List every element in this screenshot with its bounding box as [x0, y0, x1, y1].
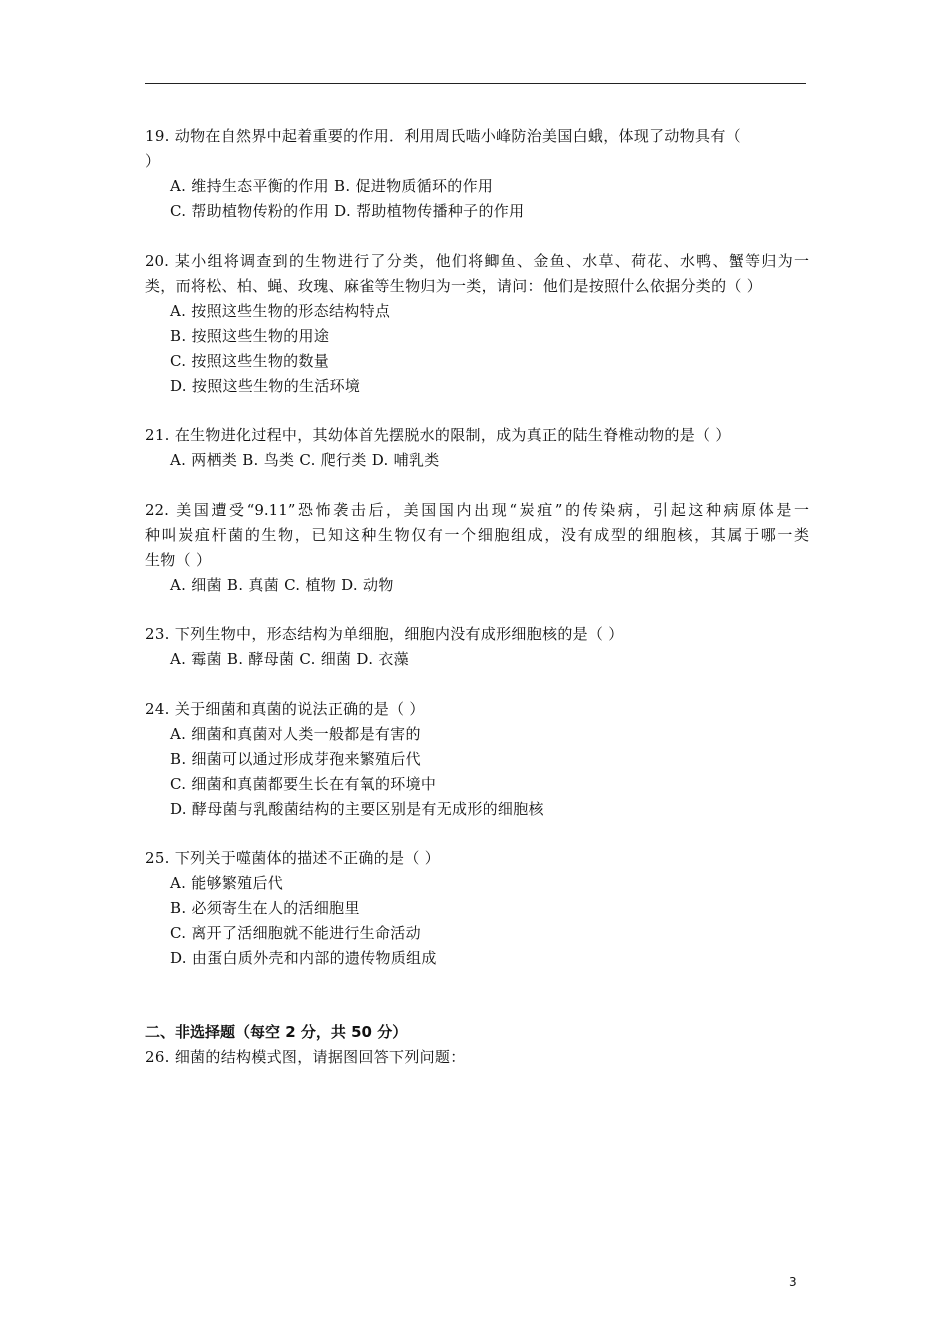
- question-22-options-row: A. 细菌 B. 真菌 C. 植物 D. 动物: [170, 576, 394, 594]
- question-24-option-a: A. 细菌和真菌对人类一般都是有害的: [170, 725, 421, 743]
- question-22-stem-line-3: 生物（ ）: [145, 551, 212, 569]
- question-19-options-row-2: C. 帮助植物传粉的作用 D. 帮助植物传播种子的作用: [170, 202, 525, 220]
- question-19-options-row-1: A. 维持生态平衡的作用 B. 促进物质循环的作用: [170, 177, 494, 195]
- section-2-title: 二、非选择题（每空 2 分，共 50 分）: [145, 1023, 408, 1041]
- question-21-options-row: A. 两栖类 B. 鸟类 C. 爬行类 D. 哺乳类: [170, 451, 440, 469]
- question-25-option-c: C. 离开了活细胞就不能进行生命活动: [170, 924, 421, 942]
- question-25-option-d: D. 由蛋白质外壳和内部的遗传物质组成: [170, 949, 437, 967]
- question-20-option-b: B. 按照这些生物的用途: [170, 327, 330, 345]
- question-25-option-b: B. 必须寄生在人的活细胞里: [170, 899, 360, 917]
- question-25-stem: 25. 下列关于噬菌体的描述不正确的是（ ）: [145, 849, 440, 867]
- header-rule: [145, 83, 806, 84]
- page-number: 3: [789, 1275, 797, 1289]
- question-24-stem: 24. 关于细菌和真菌的说法正确的是（ ）: [145, 700, 425, 718]
- question-20-stem-line-1: 20. 某小组将调查到的生物进行了分类，他们将鲫鱼、金鱼、水草、荷花、水鸭、蟹等归为一: [145, 252, 809, 270]
- question-20-stem-line-2: 类，而将松、柏、蝇、玫瑰、麻雀等生物归为一类，请问：他们是按照什么依据分类的（ ）: [145, 277, 763, 295]
- question-20-option-a: A. 按照这些生物的形态结构特点: [170, 302, 391, 320]
- question-26-stem: 26. 细菌的结构模式图，请据图回答下列问题：: [145, 1048, 466, 1066]
- question-22-stem-line-1: 22. 美国遭受“9.11”恐怖袭击后，美国国内出现“炭疽”的传染病，引起这种病原体是一: [145, 501, 809, 519]
- question-19-stem-line-1: 19. 动物在自然界中起着重要的作用．利用周氏啮小峰防治美国白蛾，体现了动物具有（: [145, 127, 741, 145]
- question-21-stem: 21. 在生物进化过程中，其幼体首先摆脱水的限制，成为真正的陆生脊椎动物的是（ ）: [145, 426, 731, 444]
- question-20-option-c: C. 按照这些生物的数量: [170, 352, 330, 370]
- question-19-stem-line-2: ）: [145, 152, 161, 170]
- question-23-options-row: A. 霉菌 B. 酵母菌 C. 细菌 D. 衣藻: [170, 650, 409, 668]
- question-23-stem: 23. 下列生物中，形态结构为单细胞，细胞内没有成形细胞核的是（ ）: [145, 625, 624, 643]
- question-24-option-c: C. 细菌和真菌都要生长在有氧的环境中: [170, 775, 437, 793]
- question-22-stem-line-2: 种叫炭疽杆菌的生物，已知这种生物仅有一个细胞组成，没有成型的细胞核，其属于哪一类: [145, 526, 809, 544]
- question-24-option-d: D. 酵母菌与乳酸菌结构的主要区别是有无成形的细胞核: [170, 800, 544, 818]
- question-25-option-a: A. 能够繁殖后代: [170, 874, 284, 892]
- question-20-option-d: D. 按照这些生物的生活环境: [170, 377, 361, 395]
- question-24-option-b: B. 细菌可以通过形成芽孢来繁殖后代: [170, 750, 421, 768]
